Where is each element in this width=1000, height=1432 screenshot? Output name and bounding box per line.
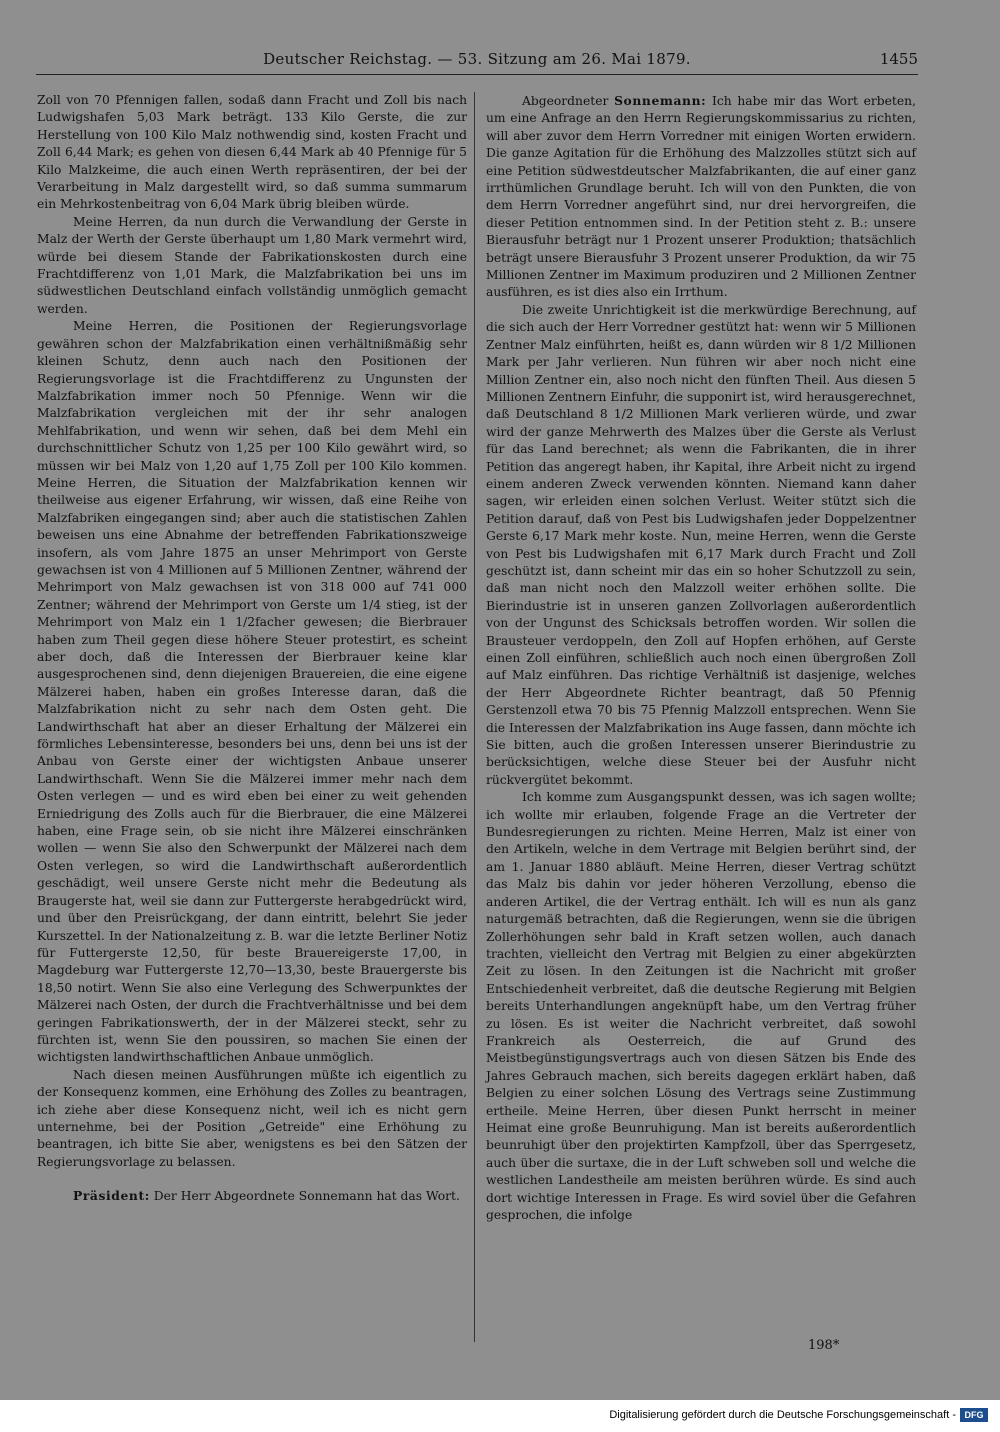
paragraph: Zoll von 70 Pfennigen fallen, sodaß dann Fracht und Zoll bis nach Ludwigshafen 5,03 Mark beträgt. 133 Kilo Gerste, die zur Herstellung von 100 Kilo Malz nothwendig sind, kosten Fracht und Zoll 6,44 Mark; es gehen von diesen 6,44 Mark ab 40 Pfennige für 5 Kilo Malzkeime, die auch einen Werth repräsentiren, der bei der Verarbeitung in Malz dargestellt wird, so daß summa summarum ein Mehrkostenbeitrag von 6,04 Mark übrig bleiben würde. bbox=[37, 93, 467, 212]
page-number: 1455 bbox=[879, 50, 918, 68]
left-column bbox=[37, 92, 467, 1206]
paragraph: Die zweite Unrichtigkeit ist die merkwürdige Berechnung, auf die sich auch der Herr Vorredner gestützt hat: wenn wir 5 Millionen Zentner Malz einführten, heißt es, dann würden wir 8 1/2 Millionen Mark per Jahr verlieren. Nun führen wir aber noch nicht eine Million Zentner ein, also noch nicht den fünften Theil. Aus diesen 5 Millionen Zentnern Einfuhr, die supponirt ist, wird herausgerechnet, daß Deutschland 8 1/2 Millionen Mark verlieren würde, und zwar wird der ganze Mehrwerth des Malzes über die Gerste als Verlust für das Land berechnet; als wenn die Fabrikanten, die in ihrer Petition das angeregt haben, ihr Kapital, ihre Arbeit nicht zu irgend einem anderen Zweck verwenden könnten. Niemand kann daher sagen, wir erleiden einen solchen Verlust. Weiter stützt sich die Petition darauf, daß von Pest bis Ludwigshafen jeder Doppelzentner Gerste 6,17 Mark mehr koste. Nun, meine Herren, wenn die Gerste von Pest bis Ludwigshafen mit 6,17 Mark durch Fracht und Zoll geschützt ist, dann scheint mir das ein so hoher Schutzzoll zu sein, daß man nicht noch den Malzzoll weiter erhöhen sollte. Die Bierindustrie ist in unseren ganzen Zollvorlagen außerordentlich von der Ungunst des Schicksals betroffen worden. Wir sollen die Brausteuer verdoppeln, den Zoll auf Hopfen erhöhen, auf Gerste einen Zoll einführen, schließlich auch noch einen übergroßen Zoll auf Malz einführen. Das richtige Verhältniß ist dasjenige, welches der Herr Abgeordnete Richter beantragt, daß 50 Pfennig Gerstenzoll etwa 70 bis 75 Pfennig Malzzoll entsprechen. Wenn Sie die Interessen der Malzfabrikation ins Auge fassen, dann möchte ich Sie bitten, auch die großen Interessen unserer Bierindustrie zu berücksichtigen, welche diese Steuer bei der Ausfuhr nicht rückvergütet bekommt. bbox=[486, 302, 916, 787]
speech-opening bbox=[486, 92, 916, 302]
paragraph: Ich komme zum Ausgangspunkt dessen, was ich sagen wollte; ich wollte mir erlauben, folgende Frage an die Vertreter der Bundesregierungen zu richten. Meine Herren, Malz ist einer von den Artikeln, welche in dem Vertrage mit Belgien berührt sind, der am 1. Januar 1880 abläuft. Meine Herren, dieser Vertrag schützt das Malz bis dahin vor jeder höheren Verzollung, ebenso die anderen Artikel, die der Vertrag enthält. Ich will es nun als ganz naturgemäß betrachten, daß die Regierungen, wenn sie die übrigen Zollerhöhungen sehr bald in Kraft setzen wollen, auch danach trachten, vielleicht den Vertrag mit Belgien zu einer abgekürzten Zeit zu lösen. In den Zeitungen ist die Nachricht mit großer Entschiedenheit verbreitet, daß die deutsche Regierung mit Belgien bereits Unterhandlungen angeknüpft habe, um den Vertrag früher zu lösen. Es ist weiter die Nachricht verbreitet, daß sowohl Frankreich als Oesterreich, die auf Grund des Meistbegünstigungsvertrags auch von diesen Sätzen bis Ende des Jahres Gebrauch machen, sich bereits dagegen erklärt haben, daß Belgien zu einer solchen Lösung des Vertrags seine Zustimmung ertheile. Meine Herren, über diesen Punkt herrscht in meiner Heimat eine große Beunruhigung. Man ist bereits außerordentlich beunruhigt über den projektirten Kampfzoll, über das Sperrgesetz, auch über die surtaxe, die in der Luft schweben soll und welche die westlichen Landestheile am meisten berühren würde. Es sind auch dort wichtige Interessen in Frage. Es wird soviel über die Gefahren gesprochen, die infolge bbox=[486, 790, 916, 1222]
column-divider bbox=[474, 92, 475, 1342]
right-column bbox=[486, 92, 916, 1224]
president-paragraph bbox=[37, 1187, 467, 1205]
speaker-name: Sonnemann: bbox=[614, 93, 707, 108]
footer-bar bbox=[0, 1400, 1000, 1432]
paragraph: Ich habe mir das Wort erbeten, um eine Anfrage an den Herrn Regierungskommissarius zu richten, will aber zuvor dem Herrn Vorredner mit einigen Worten erwidern. Die ganze Agitation für die Erhöhung des Malzzolles stützt sich auf eine Petition südwestdeutscher Malzfabrikanten, die auf einer ganz irrthümlichen Grundlage beruht. Ich will von den Punkten, die von dem Herrn Vorredner angeführt sind, nur drei hervorgreifen, die dieser Petition entnommen sind. In der Petition steht z. B.: unsere Bierausfuhr beträgt nur 1 Prozent unserer Produktion; thatsächlich beträgt unsere Bierausfuhr 3 Prozent unserer Produktion, da wir 75 Millionen Zentner im Maximum produziren und 2 Millionen Zentner ausführen, es ist dies also ein Irrthum. bbox=[486, 94, 916, 300]
speaker-intro: Abgeordneter bbox=[522, 94, 609, 108]
running-title: Deutscher Reichstag. — 53. Sitzung am 26. Mai 1879. bbox=[263, 50, 691, 68]
speaker-label: Präsident: bbox=[73, 1188, 150, 1204]
paragraph: Meine Herren, da nun durch die Verwandlung der Gerste in Malz der Werth der Gerste überhaupt um 1,80 Mark vermehrt wird, würde bei diesem Stande der Fabrikationskosten durch eine Frachtdifferenz von 1,01 Mark, die Malzfabrikation bei uns im südwestlichen Deutschland einfach vollständig unmöglich gemacht werden. bbox=[37, 214, 467, 316]
paragraph: Nach diesen meinen Ausführungen müßte ich eigentlich zu der Konsequenz kommen, eine Erhöhung des Zolles zu beantragen, ich ziehe aber diese Konsequenz nicht, weil ich es nicht gern unternehme, bei der Position „Getreide" eine Erhöhung zu beantragen, ich bitte Sie aber, wenigstens es bei den Sätzen der Regierungsvorlage zu belassen. bbox=[37, 1067, 467, 1169]
signature-mark: 198* bbox=[808, 1338, 840, 1353]
dfg-logo: DFG bbox=[960, 1408, 988, 1422]
paragraph: Meine Herren, die Positionen der Regierungsvorlage gewähren schon der Malzfabrikation einen verhältnißmäßig sehr kleinen Schutz, denn auch nach den Positionen der Regierungsvorlage ist die Frachtdifferenz zu Ungunsten der Malzfabrikation immer noch 50 Pfennige. Wenn wir die Malzfabrikation vergleichen mit der ihr sehr analogen Mehlfabrikation, und wenn wir sehen, daß bei dem Mehl ein durchschnittlicher Schutz von 1,25 per 100 Kilo gewährt wird, so müssen wir bei Malz von 1,20 auf 1,75 Zoll per 100 Kilo kommen. Meine Herren, die Situation der Malzfabrikation kennen wir theilweise aus eigener Erfahrung, wir wissen, daß eine Reihe von Malzfabriken eingegangen sind; aber auch die statistischen Zahlen beweisen uns eine Abnahme der betreffenden Fabrikationszweige insofern, als vom Jahre 1875 an unser Mehrimport von Gerste gewachsen ist von 4 Millionen auf 5 Millionen Zentner, während der Mehrimport von Malz gewachsen ist von 318 000 auf 741 000 Zentner; während der Mehrimport von Gerste um 1/4 stieg, ist der Mehrimport von Malz ein 1 1/2facher gewesen; die Bierbrauer haben zum Theil gegen diese höhere Steuer protestirt, es scheint aber doch, daß die Interessen der Bierbrauer keine klar ausgesprochenen sind, denn diejenigen Brauereien, die eine eigene Mälzerei haben, haben ein großes Interesse daran, daß die Malzfabrikation nicht zu sehr nach dem Osten geht. Die Landwirthschaft hat aber an dieser Erhaltung der Mälzerei ein förmliches Lebensinteresse, besonders bei uns, denn bei uns ist der Anbau von Gerste einer der wichtigsten Anbaue unserer Landwirthschaft. Wenn Sie die Mälzerei immer mehr nach dem Osten verlegen — und es wird eben bei einer zu weit gehenden Erniedrigung des Zolls auch für die Bierbrauer, die eine Mälzerei haben, eine Frage sein, ob sie nicht ihre Mälzerei einschränken wollen — wenn Sie also den Schwerpunkt der Mälzerei nach dem Osten verlegen, so wird die Landwirthschaft außerordentlich geschädigt, weil unsere Gerste nicht mehr die Bedeutung als Braugerste hat, weil sie dann zur Futtergerste herabgedrückt wird, und über den Preisrückgang, der dann eintritt, belehrt Sie jeder Kurszettel. In der Nationalzeitung z. B. war die letzte Berliner Notiz für Futtergerste 12,50, für beste Brauereigerste 17,00, in Magdeburg war Futtergerste 12,70—13,30, beste Brauergerste bis 18,50 notirt. Wenn Sie also eine Verlegung des Schwerpunktes der Mälzerei nach Osten, der durch die Frachtverhältnisse und bei dem geringen Fabrikationswerth, der in der Mälzerei steckt, sehr zu fürchten ist, wenn Sie den poussiren, so machen Sie einen der wichtigsten landwirthschaftlichen Anbaue unmöglich. bbox=[37, 319, 467, 1065]
funding-credit: Digitalisierung gefördert durch die Deutsche Forschungsgemeinschaft - bbox=[609, 1409, 956, 1421]
president-text: Der Herr Abgeordnete Sonnemann hat das Wort. bbox=[153, 1189, 460, 1204]
page-header bbox=[36, 50, 918, 75]
